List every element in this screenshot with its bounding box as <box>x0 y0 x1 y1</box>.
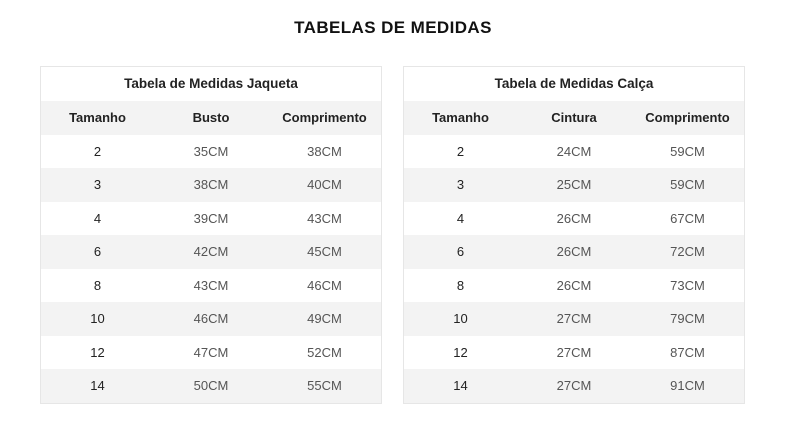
waist-cell: 25CM <box>556 177 592 193</box>
page-title: TABELAS DE MEDIDAS <box>294 18 492 37</box>
waist-cell: 26CM <box>556 244 592 260</box>
table-row <box>404 202 744 236</box>
waist-cell: 24CM <box>556 143 592 159</box>
table-row <box>41 168 381 202</box>
bust-cell: 46CM <box>193 311 229 327</box>
bust-cell: 39CM <box>193 210 229 226</box>
column-header-length: Comprimento <box>645 110 730 126</box>
table-row <box>404 369 744 403</box>
bust-cell: 42CM <box>193 244 229 260</box>
table-row <box>404 269 744 303</box>
size-cell: 3 <box>93 177 102 193</box>
table-row <box>41 202 381 236</box>
length-cell: 59CM <box>670 143 705 159</box>
length-cell: 45CM <box>307 244 342 260</box>
column-header-bust: Busto <box>192 110 230 126</box>
length-cell: 67CM <box>670 210 705 226</box>
bust-cell: 43CM <box>193 277 229 293</box>
table-row <box>41 269 381 303</box>
waist-cell: 26CM <box>556 210 592 226</box>
length-cell: 38CM <box>307 143 342 159</box>
length-cell: 87CM <box>670 344 705 360</box>
waist-cell: 26CM <box>556 277 592 293</box>
bust-cell: 47CM <box>193 344 229 360</box>
column-header-size: Tamanho <box>69 110 126 126</box>
table-row <box>41 336 381 370</box>
waist-cell: 27CM <box>556 378 592 394</box>
size-cell: 4 <box>93 210 102 226</box>
length-cell: 91CM <box>670 378 705 394</box>
table-header-row <box>404 101 744 135</box>
size-cell: 2 <box>93 143 102 159</box>
jacket-size-table <box>40 66 382 404</box>
table-row <box>404 336 744 370</box>
size-cell: 14 <box>90 378 105 394</box>
size-cell: 4 <box>456 210 465 226</box>
size-cell: 8 <box>93 277 102 293</box>
pants-size-table <box>403 66 745 404</box>
table-row <box>41 235 381 269</box>
waist-cell: 27CM <box>556 344 592 360</box>
size-cell: 6 <box>93 244 102 260</box>
table-row <box>404 135 744 169</box>
waist-cell: 27CM <box>556 311 592 327</box>
table-row <box>404 168 744 202</box>
length-cell: 43CM <box>307 210 342 226</box>
table-row <box>41 369 381 403</box>
column-header-waist: Cintura <box>551 110 597 126</box>
size-cell: 10 <box>453 311 468 327</box>
length-cell: 79CM <box>670 311 705 327</box>
length-cell: 72CM <box>670 244 705 260</box>
size-cell: 14 <box>453 378 468 394</box>
bust-cell: 38CM <box>193 177 229 193</box>
size-cell: 12 <box>90 344 105 360</box>
length-cell: 46CM <box>307 277 342 293</box>
size-cell: 6 <box>456 244 465 260</box>
table-row <box>41 135 381 169</box>
table-header-row <box>41 101 381 135</box>
size-cell: 10 <box>90 311 105 327</box>
table-row <box>404 235 744 269</box>
table-row <box>41 302 381 336</box>
size-cell: 8 <box>456 277 465 293</box>
size-cell: 12 <box>453 344 468 360</box>
length-cell: 55CM <box>307 378 342 394</box>
table-caption: Tabela de Medidas Calça <box>404 67 744 101</box>
table-row <box>404 302 744 336</box>
length-cell: 59CM <box>670 177 705 193</box>
table-caption: Tabela de Medidas Jaqueta <box>41 67 381 101</box>
length-cell: 40CM <box>307 177 342 193</box>
bust-cell: 50CM <box>193 378 229 394</box>
column-header-size: Tamanho <box>432 110 489 126</box>
length-cell: 73CM <box>670 277 705 293</box>
length-cell: 49CM <box>307 311 342 327</box>
length-cell: 52CM <box>307 344 342 360</box>
bust-cell: 35CM <box>193 143 229 159</box>
size-cell: 2 <box>456 143 465 159</box>
column-header-length: Comprimento <box>282 110 367 126</box>
size-cell: 3 <box>456 177 465 193</box>
